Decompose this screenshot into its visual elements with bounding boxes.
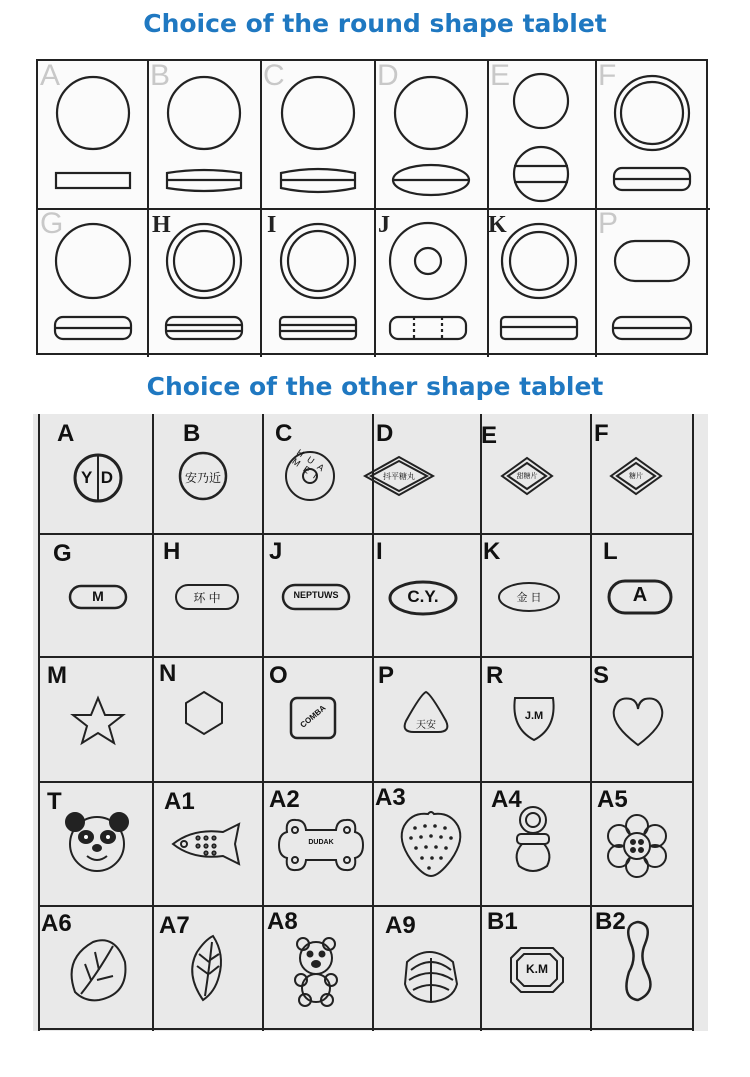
imprint-i: C.Y.	[407, 587, 439, 606]
other-label-e: E	[481, 422, 498, 449]
round-shape-panel	[36, 59, 708, 355]
imprint-a: Y D	[80, 468, 116, 487]
other-label-i: I	[376, 538, 383, 565]
round-label-b: B	[150, 59, 171, 92]
imprint-l: A	[632, 584, 648, 606]
other-label-a: A	[57, 420, 75, 447]
tablet-a4-pacifier	[517, 807, 550, 871]
imprint-j: NEPTUWS	[293, 590, 339, 600]
round-label-d: D	[377, 59, 399, 92]
other-label-a6: A6	[41, 910, 72, 937]
other-label-h: H	[163, 538, 181, 565]
round-tablet-d	[393, 77, 469, 195]
tablet-a5-flower	[608, 815, 666, 877]
other-label-c: C	[275, 420, 293, 447]
other-label-b1: B1	[487, 908, 518, 935]
round-label-f: F	[598, 59, 617, 92]
tablet-a3-strawberry	[402, 812, 461, 876]
other-label-k: K	[483, 538, 501, 565]
round-tablet-p	[613, 241, 691, 339]
imprint-h: 环 中	[193, 591, 221, 605]
imprint-o: COMBA	[298, 703, 328, 730]
tablet-a9-shape	[405, 952, 457, 1002]
imprint-b: 安乃近	[184, 471, 221, 485]
other-label-a4: A4	[491, 786, 522, 813]
other-label-l: L	[603, 538, 618, 565]
other-label-d: D	[376, 420, 394, 447]
other-label-a1: A1	[164, 788, 195, 815]
other-label-n: N	[159, 660, 177, 687]
other-label-j: J	[269, 538, 283, 565]
imprint-a2: DUDAK	[308, 839, 334, 846]
other-shape-heading: Choice of the other shape tablet	[146, 372, 604, 401]
tablet-n-hexagon	[186, 692, 222, 734]
imprint-k: 金 日	[516, 592, 542, 604]
tablet-m-star	[73, 698, 123, 743]
tablet-a1-fish	[173, 824, 239, 864]
other-label-a8: A8	[267, 908, 298, 935]
round-label-e: E	[490, 59, 511, 92]
round-tablet-k	[501, 224, 577, 339]
round-label-k: K	[488, 212, 507, 238]
other-label-r: R	[486, 662, 504, 689]
tablet-b2-peanut	[626, 922, 650, 1000]
other-label-a3: A3	[375, 784, 406, 811]
imprint-p: 天安	[416, 720, 436, 731]
tablet-t-panda	[66, 813, 128, 871]
tablet-a6-leaf	[72, 940, 126, 1000]
round-tablet-a	[56, 77, 130, 188]
round-shape-heading: Choice of the round shape tablet	[143, 9, 607, 38]
tablet-a7-leaf	[192, 936, 221, 1000]
other-label-o: O	[269, 662, 288, 689]
imprint-g: M	[92, 588, 104, 604]
other-label-a5: A5	[597, 786, 628, 813]
other-label-p: P	[378, 662, 395, 689]
round-tablet-g	[55, 224, 131, 339]
other-shape-panel	[33, 414, 708, 1031]
imprint-c: HUA MEI	[290, 447, 331, 484]
round-label-a: A	[40, 59, 61, 92]
imprint-e: 甜糖片	[516, 473, 538, 480]
round-tablet-c	[281, 77, 355, 192]
other-label-s: S	[593, 662, 610, 689]
other-label-b2: B2	[595, 908, 626, 935]
imprint-b1: K.M	[526, 962, 548, 976]
round-label-j: J	[378, 212, 390, 238]
round-label-h: H	[152, 212, 171, 238]
other-label-b: B	[183, 420, 201, 447]
other-label-g: G	[53, 540, 72, 567]
round-tablet-f	[614, 76, 690, 190]
round-label-i: I	[267, 212, 277, 238]
round-label-c: C	[263, 59, 285, 92]
tablet-a8-bear	[295, 938, 337, 1006]
other-label-f: F	[594, 420, 609, 447]
tablet-s-heart	[614, 698, 663, 745]
imprint-d: 抖平糖丸	[383, 472, 415, 481]
other-label-t: T	[47, 788, 62, 815]
other-label-a7: A7	[159, 912, 190, 939]
round-label-g: G	[40, 207, 64, 240]
imprint-r: J.M	[524, 710, 544, 722]
round-tablet-j	[390, 223, 466, 339]
round-tablet-h	[166, 224, 242, 339]
other-label-m: M	[47, 662, 67, 689]
round-tablet-e	[514, 74, 568, 201]
other-label-a9: A9	[385, 912, 416, 939]
other-shape-drawing	[33, 414, 708, 1031]
imprint-f: 糖片	[629, 473, 643, 480]
round-label-p: P	[598, 207, 619, 240]
round-tablet-b	[167, 77, 241, 191]
other-label-a2: A2	[269, 786, 300, 813]
round-tablet-i	[280, 224, 356, 339]
